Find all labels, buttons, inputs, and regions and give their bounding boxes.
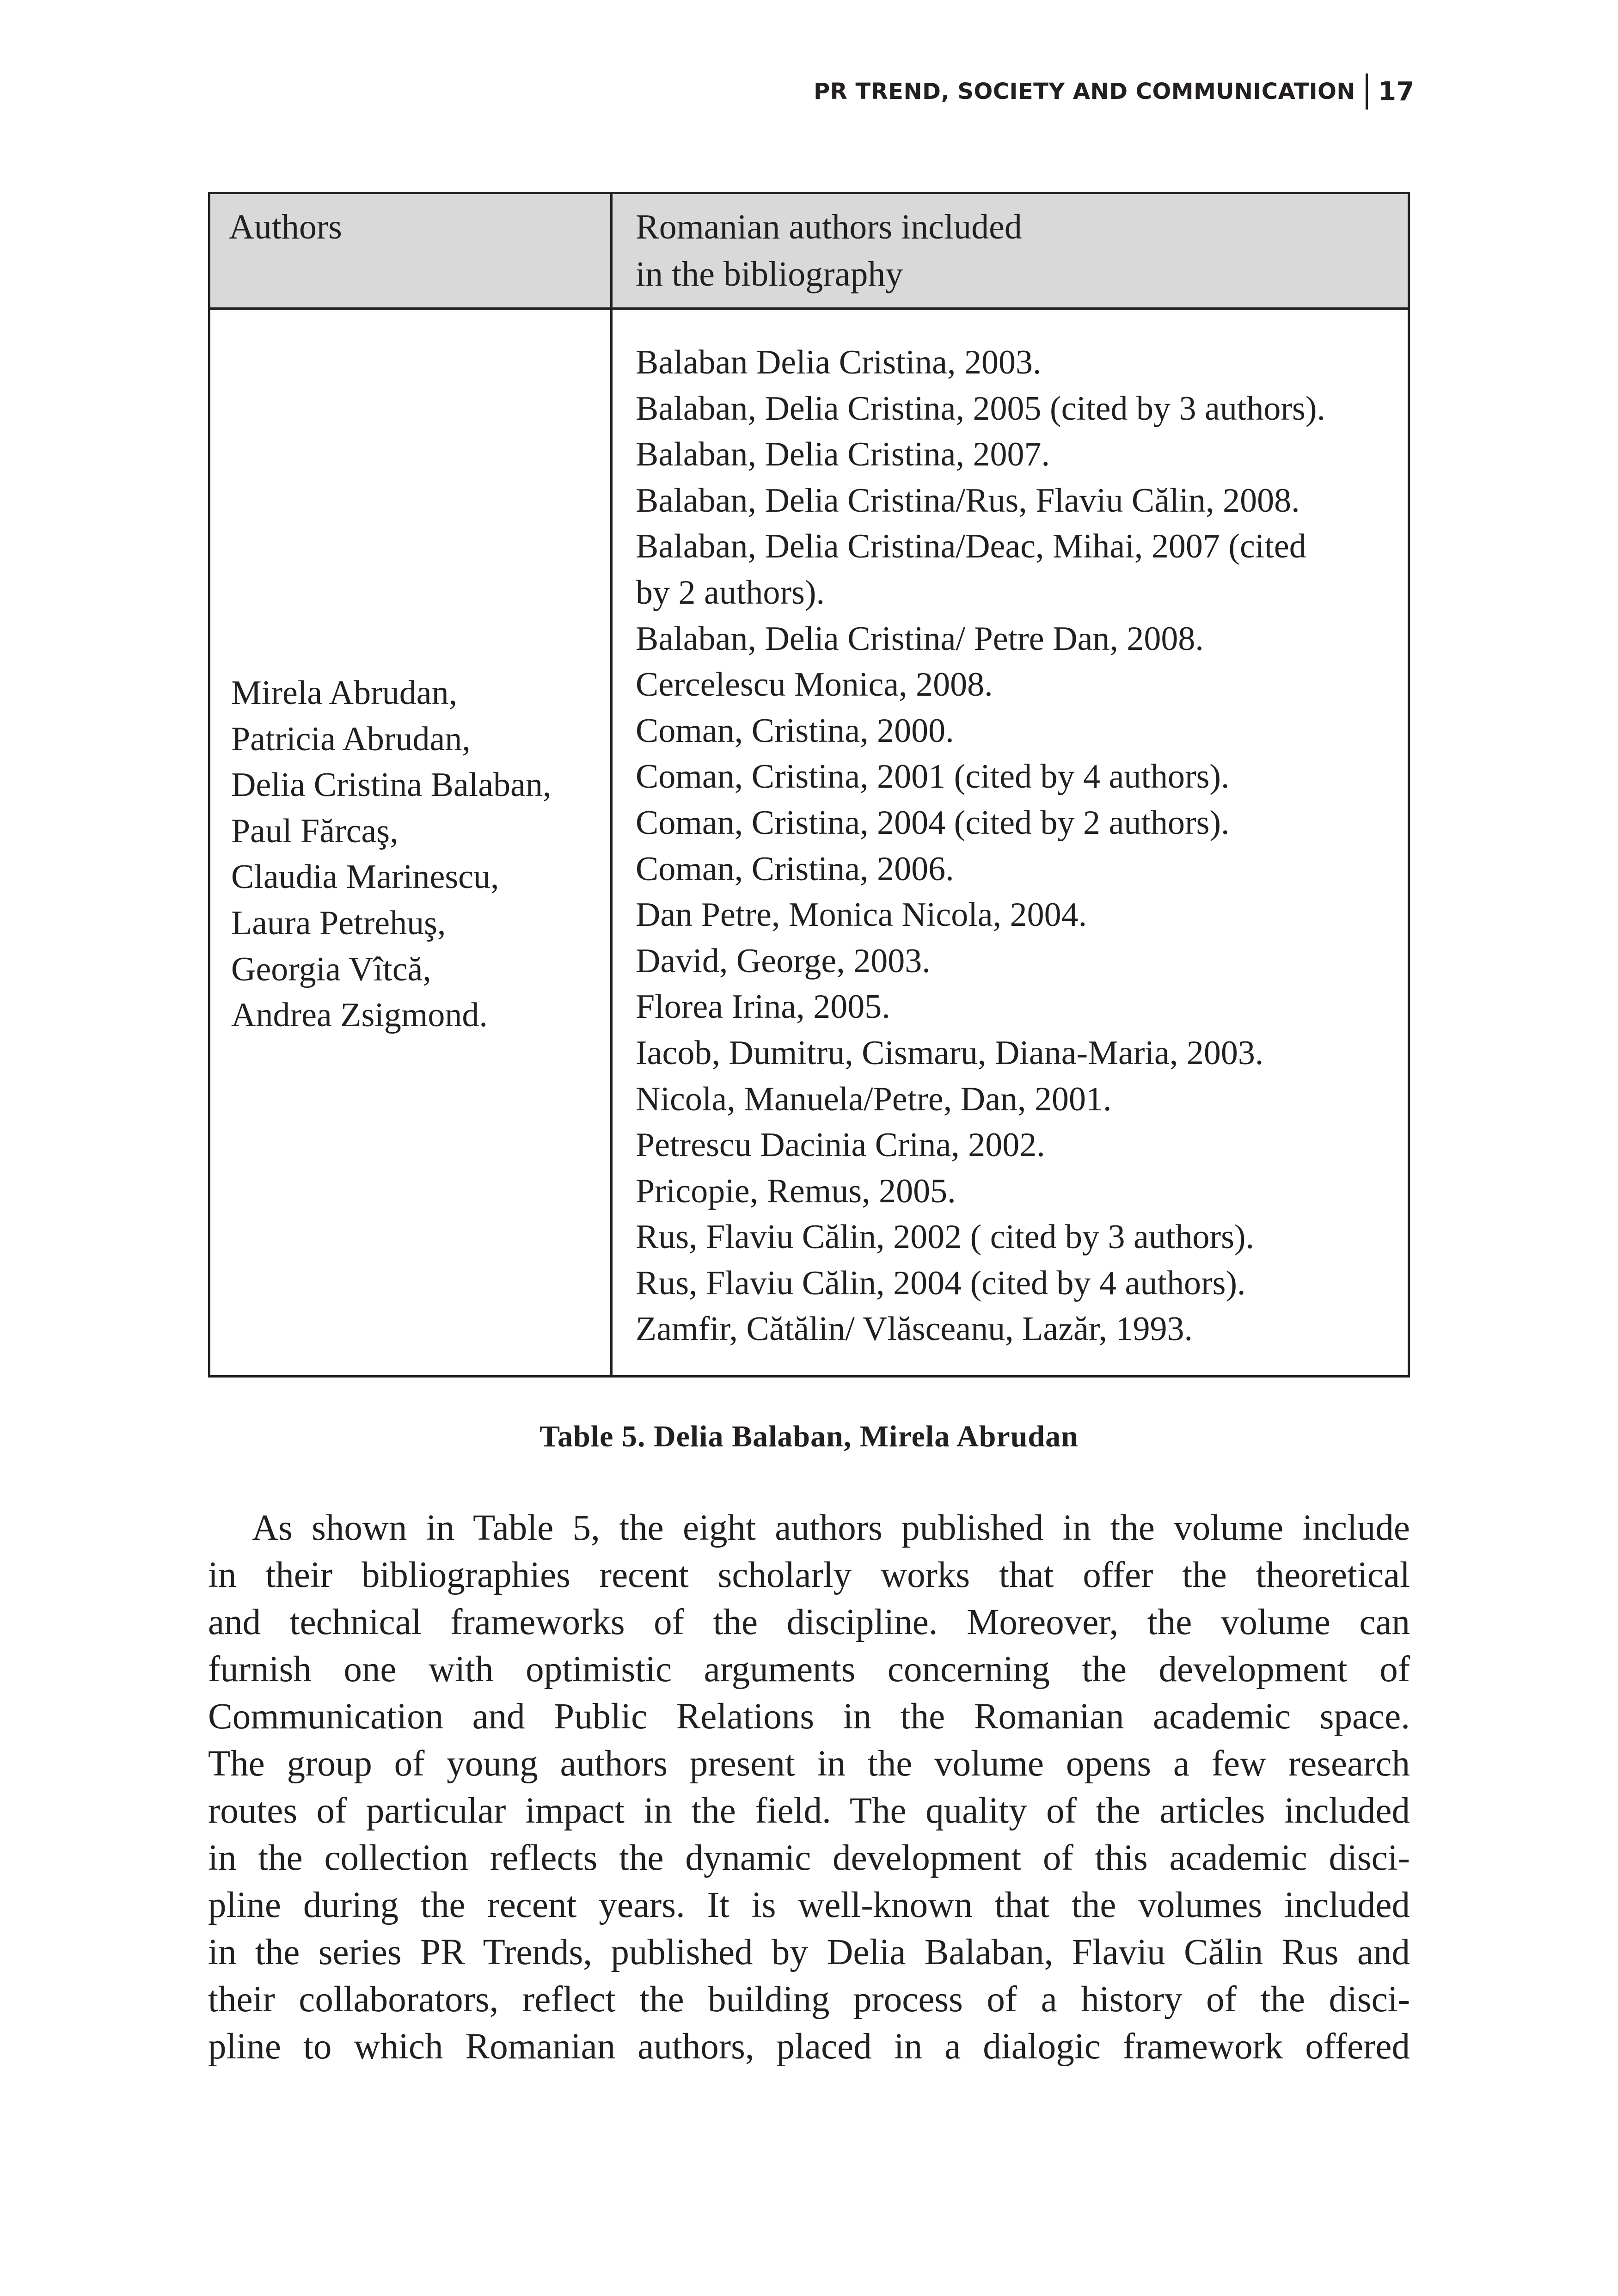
- page-number: 17: [1378, 76, 1415, 107]
- paragraph-line: pline to which Romanian authors, placed in a dialogic framework offered: [208, 2027, 1410, 2067]
- paragraph-line: their collaborators, reflect the building process of a history of the disci-: [208, 1979, 1410, 2020]
- author-item: Andrea Zsigmond.: [231, 996, 488, 1035]
- bibliography-entry: by 2 authors).: [636, 573, 825, 612]
- header-separator: [1366, 73, 1368, 110]
- bibliography-entry: Balaban, Delia Cristina, 2007.: [636, 435, 1050, 474]
- bibliography-entry: Balaban, Delia Cristina/ Petre Dan, 2008.: [636, 619, 1204, 658]
- bibliography-entry: Rus, Flaviu Călin, 2002 ( cited by 3 authors).: [636, 1218, 1255, 1256]
- bibliography-entry: Coman, Cristina, 2004 (cited by 2 authors).: [636, 803, 1230, 842]
- author-list: [231, 670, 552, 1039]
- bibliography-entry: Coman, Cristina, 2006.: [636, 850, 954, 888]
- paragraph-line: and technical frameworks of the discipline. Moreover, the volume can: [208, 1602, 1410, 1642]
- bibliography-entry: Balaban Delia Cristina, 2003.: [636, 343, 1042, 381]
- table-header-row: [210, 194, 1408, 310]
- table-caption: Table 5. Delia Balaban, Mirela Abrudan: [539, 1420, 1079, 1453]
- romanian-authors-column-header: [636, 203, 1375, 298]
- author-item: Paul Fărcaş,: [231, 812, 398, 850]
- running-title: PR TREND, SOCIETY AND COMMUNICATION: [814, 79, 1356, 104]
- paragraph-line: As shown in Table 5, the eight authors published in the volume include: [252, 1508, 1410, 1548]
- bibliography-entry: Rus, Flaviu Călin, 2004 (cited by 4 authors).: [636, 1264, 1246, 1302]
- romanian-authors-header-line-1: Romanian authors included: [636, 208, 1022, 246]
- bibliography-entry: Pricopie, Remus, 2005.: [636, 1172, 956, 1210]
- bibliography-table: [208, 192, 1410, 1378]
- author-item: Mirela Abrudan,: [231, 674, 458, 712]
- author-item: Patricia Abrudan,: [231, 720, 471, 758]
- author-item: Laura Petrehuş,: [231, 904, 446, 942]
- author-item: Delia Cristina Balaban,: [231, 766, 552, 804]
- author-item: Georgia Vîtcă,: [231, 950, 431, 988]
- romanian-authors-header-line-2: in the bibliography: [636, 255, 903, 294]
- bibliography-entry: Coman, Cristina, 2000.: [636, 711, 954, 750]
- paragraph-line: in their bibliographies recent scholarly works that offer the theoretical: [208, 1555, 1410, 1595]
- authors-column-header: Authors: [229, 208, 342, 246]
- bibliography-entry: Dan Petre, Monica Nicola, 2004.: [636, 896, 1087, 934]
- bibliography-entry: Zamfir, Cătălin/ Vlăsceanu, Lazăr, 1993.: [636, 1310, 1193, 1348]
- bibliography-entry: Coman, Cristina, 2001 (cited by 4 authors).: [636, 758, 1230, 796]
- bibliography-entry: Balaban, Delia Cristina, 2005 (cited by 3 authors).: [636, 389, 1325, 428]
- paragraph-line: furnish one with optimistic arguments concerning the development of: [208, 1649, 1410, 1690]
- paragraph-line: Communication and Public Relations in the Romanian academic space.: [208, 1696, 1410, 1737]
- paragraph-line: The group of young authors present in the volume opens a few research: [208, 1744, 1410, 1784]
- paragraph-line: routes of particular impact in the field. The quality of the articles included: [208, 1791, 1410, 1831]
- bibliography-entry: Petrescu Dacinia Crina, 2002.: [636, 1126, 1045, 1164]
- paragraph-line: pline during the recent years. It is well-known that the volumes included: [208, 1885, 1410, 1925]
- bibliography-entry: Balaban, Delia Cristina/Deac, Mihai, 2007 (cited: [636, 527, 1306, 566]
- bibliography-entry: Balaban, Delia Cristina/Rus, Flaviu Călin, 2008.: [636, 481, 1300, 520]
- bibliography-entry: David, George, 2003.: [636, 942, 931, 980]
- bibliography-entry: Nicola, Manuela/Petre, Dan, 2001.: [636, 1080, 1112, 1118]
- bibliography-entry: Cercelescu Monica, 2008.: [636, 666, 993, 704]
- body-paragraph: [208, 1505, 1410, 2070]
- running-header: [814, 73, 1415, 110]
- column-divider: [610, 194, 613, 1375]
- paragraph-line: in the series PR Trends, published by Delia Balaban, Flaviu Călin Rus and: [208, 1932, 1410, 1972]
- author-item: Claudia Marinescu,: [231, 858, 499, 896]
- bibliography-entry-list: [636, 340, 1398, 1353]
- bibliography-entry: Iacob, Dumitru, Cismaru, Diana-Maria, 2003.: [636, 1034, 1264, 1072]
- bibliography-entry: Florea Irina, 2005.: [636, 988, 890, 1026]
- paragraph-line: in the collection reflects the dynamic development of this academic disci-: [208, 1838, 1410, 1878]
